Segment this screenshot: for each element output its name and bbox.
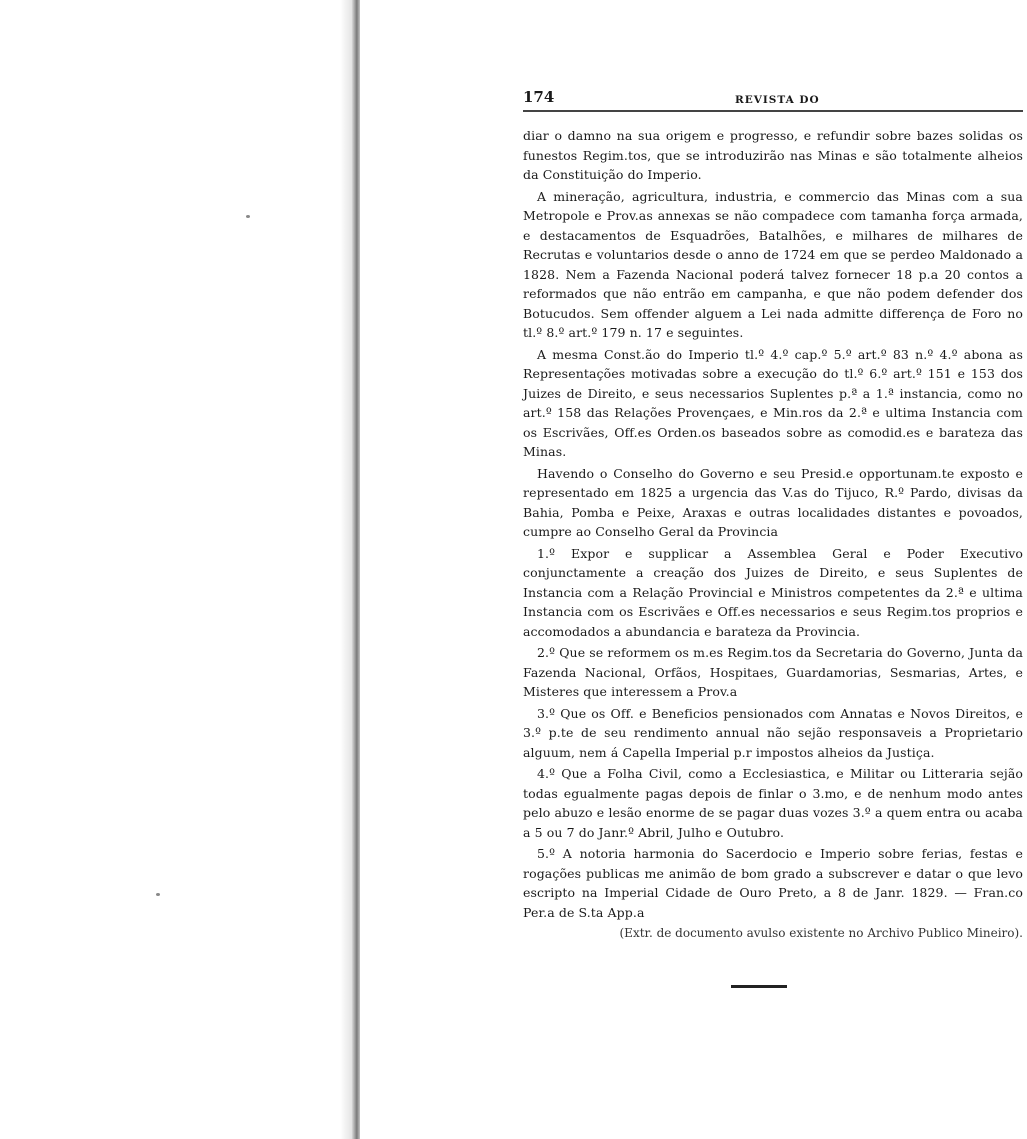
document-page [523,88,1023,988]
paragraph-4: Havendo o Conselho do Governo e seu Presid.e opportunam.te exposto e representado em 1825 a urgencia das V.as do Tijuco, R.º Pardo, divisas da Bahia, Pomba e Peixe, Araxas e outras localidades distantes e povoados, cumpre ao Conselho Geral da Provincia [523,465,1023,539]
paragraph-8: 4.º Que a Folha Civil, como a Ecclesiastica, e Militar ou Litteraria sejão todas egualmente pagas depois de finlar o 3.mo, e de nenhum modo antes pelo abuzo e lesão enorme de se pagar duas vozes 3.º a quem entra ou acaba a 5 ou 7 do Janr.º Abril, Julho e Outubro. [523,766,1023,840]
running-title: REVISTA DO [735,94,820,106]
paragraph-7: 3.º Que os Off. e Beneficios pensionados com Annatas e Novos Direitos, e 3.º p.te de seu rendimento annual não sejão responsaveis a Proprietario alguum, nem á Capella Imperial p.r impostos alheios da Justiça. [523,705,1023,760]
paragraph-6: 2.º Que se reformem os m.es Regim.tos da Secretaria do Governo, Junta da Fazenda Nacional, Orfãos, Hospitaes, Guardamorias, Sesmarias, Artes, e Misteres que interessem a Prov.a [523,645,1023,699]
paragraph-9: 5.º A notoria harmonia do Sacerdocio e Imperio sobre ferias, festas e rogações publicas me animão de bom grado a subscrever e datar o que levo escripto na Imperial Cidade de Ouro Preto, a 8 de Janr. 1829. — Fran.co Per.a de S.ta App.a [523,846,1023,920]
paragraph-5: 1.º Expor e supplicar a Assemblea Geral e Poder Executivo conjunctamente a creação dos Juizes de Direito, e seus Suplentes de Instancia com a Relação Provincial e Ministros competentes da 2.ª e ultima Instancia com os Escrivães e Off.es necessarios e seus Regim.tos proprios e accomodados a abundancia e barateza da Provincia. [523,545,1023,639]
end-rule [731,985,787,988]
paragraph-2: A mineração, agricultura, industria, e commercio das Minas com a sua Metropole e Prov.as annexas se não compadece com tamanha força armada, e destacamentos de Esquadrões, Batalhões, e milhares de milhares de Recrutas e voluntarios desde o anno de 1724 em que se perdeo Maldonado a 1828. Nem a Fazenda Nacional poderá talvez fornecer 18 p.a 20 contos a reformados que não entrão em campanha, e que não podem defender dos Botucudos. Sem offender alguem a Lei nada admitte differença de Foro no tl.º 8.º art.º 179 n. 17 e seguintes. [523,188,1023,340]
page-gutter-shadow [340,0,352,1139]
scan-speck [246,215,250,218]
scan-speck [156,893,160,896]
page-header [523,88,1023,112]
book-spine-gutter [352,0,360,1139]
paragraph-1: diar o damno na sua origem e progresso, e refundir sobre bazes solidas os funestos Regim.tos, que se introduzirão nas Minas e são totalmente alheios da Constituição do Imperio. [523,128,1023,182]
paragraph-3: A mesma Const.ão do Imperio tl.º 4.º cap.º 5.º art.º 83 n.º 4.º abona as Representações motivadas sobre a execução do tl.º 6.º art.º 151 e 153 dos Juizes de Direito, e seus necessarios Suplentes p.ª a 1.ª instancia, como no art.º 158 das Relações Provençaes, e Min.ros da 2.ª e ultima Instancia com os Escrivães, Off.es Orden.os baseados sobre as comodid.es e barateza das Minas. [523,346,1023,459]
source-note: (Extr. de documento avulso existente no Archivo Publico Mineiro). [619,926,1023,940]
page-number: 174 [523,88,555,106]
